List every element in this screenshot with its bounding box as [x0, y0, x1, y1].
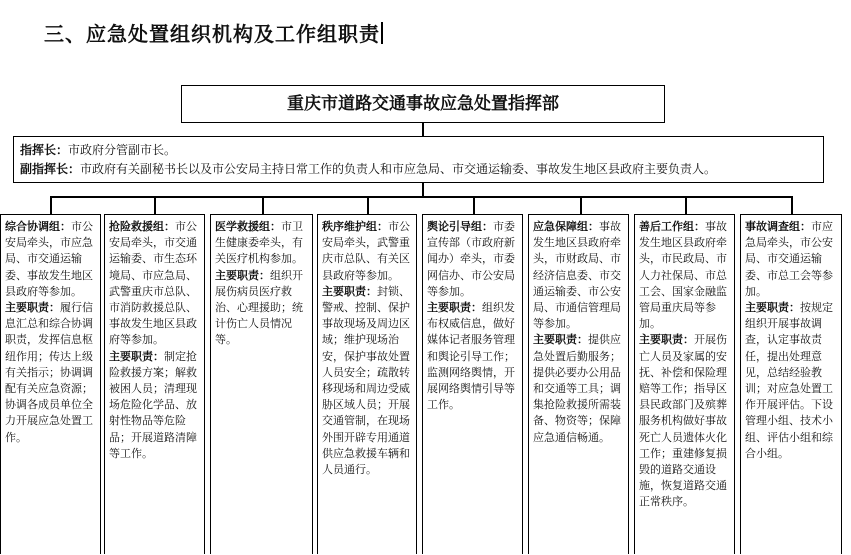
group-lead-paragraph — [109, 219, 201, 349]
group-duty: 按规定组织开展事故调查，认定事故责任，提出处理意见，总结经验教训；对应急处置工作开展评估。下设管理小组、技术小组、评估小组和综合小组。 — [745, 301, 833, 460]
connector-drop-2 — [154, 196, 156, 214]
text-cursor — [381, 22, 383, 44]
group-duty-label: 主要职责： — [745, 301, 800, 315]
group-duty-label: 主要职责： — [322, 284, 377, 298]
group-duty-paragraph — [322, 284, 413, 478]
group-box-accident-investigation — [740, 214, 842, 554]
group-name: 舆论引导组： — [427, 220, 493, 233]
leaders-box — [13, 136, 824, 183]
group-lead-paragraph — [322, 219, 413, 284]
group-lead-paragraph — [533, 219, 625, 332]
deputy-row — [20, 160, 817, 179]
deputy-text: 市政府有关副秘书长以及市公安局主持日常工作的负责人和市应急局、市交通运输委、事故发生地区县政府主要负责人。 — [80, 162, 717, 176]
group-lead: 市公安局牵头，市交通运输委、市生态环境局、市应急局、武警重庆市总队、市消防救援总队、事故发生地区县政府等参加。 — [109, 220, 197, 347]
commander-label: 指挥长： — [20, 143, 69, 157]
group-duty-paragraph — [745, 300, 838, 462]
group-duty-paragraph — [215, 268, 309, 349]
connector-drop-4 — [367, 196, 369, 214]
group-lead-paragraph — [745, 219, 838, 300]
connector-drop-5 — [473, 196, 475, 214]
connector-drop-6 — [580, 196, 582, 214]
group-box-aftermath — [634, 214, 735, 554]
group-name: 秩序维护组： — [322, 220, 388, 233]
group-duty: 组织开展伤病员医疗救治、心理援助；统计伤亡人员情况等。 — [215, 268, 303, 347]
group-duty-paragraph — [5, 300, 97, 446]
connector-top-to-leaders — [422, 123, 424, 136]
group-duty: 提供应急处置后勤服务；提供必要办公用品和交通等工具；调集抢险救援所需装备、物资等；保障应急通信畅通。 — [533, 333, 621, 444]
commander-row — [20, 141, 817, 160]
group-duty: 组织发布权威信息，做好媒体记者服务管理和舆论引导工作；监测网络舆情，开展网络舆情引导等工作。 — [427, 301, 515, 412]
group-duty: 开展伤亡人员及家属的安抚、补偿和保险理赔等工作；指导区县民政部门及殡葬服务机构做好事故死亡人员遗体火化工作；重建修复损毁的道路交通设施，恢复道路交通正常秩序。 — [639, 333, 727, 509]
connector-drop-1 — [50, 196, 52, 214]
group-duty-label: 主要职责： — [215, 268, 270, 282]
group-duty: 制定抢险救援方案；解救被困人员；清理现场危险化学品、放射性物品等危险品；开展道路清障等工作。 — [109, 349, 197, 460]
group-name: 善后工作组： — [639, 220, 705, 233]
group-duty-label: 主要职责： — [427, 301, 482, 315]
group-lead: 市卫生健康委牵头，有关医疗机构参加。 — [215, 220, 303, 266]
group-lead: 市公安局牵头，武警重庆市总队、有关区县政府等参加。 — [322, 220, 410, 282]
group-lead-paragraph — [639, 219, 731, 332]
section-heading — [44, 18, 383, 47]
group-duty: 履行信息汇总和综合协调职责，发挥信息枢纽作用；传达上级有关指示；协调调配有关应急资源；协调各成员单位全力开展应急处置工作。 — [5, 301, 93, 444]
group-box-public-opinion — [422, 214, 523, 554]
deputy-label: 副指挥长： — [20, 162, 81, 176]
group-lead: 事故发生地区县政府牵头，市财政局、市经济信息委、市交通运输委、市公安局、市通信管理局等参加。 — [533, 220, 621, 331]
group-duty-paragraph — [109, 349, 201, 462]
group-duty-label: 主要职责： — [5, 301, 60, 315]
command-center-box: 重庆市道路交通事故应急处置指挥部 — [181, 85, 665, 123]
group-box-order-maintenance — [317, 214, 417, 554]
section-heading-text: 三、应急处置组织机构及工作组职责 — [44, 22, 380, 46]
group-name: 应急保障组： — [533, 220, 599, 233]
group-lead-paragraph — [427, 219, 519, 300]
group-name: 综合协调组： — [5, 220, 71, 233]
connector-drop-7 — [685, 196, 687, 214]
group-box-comprehensive-coordination — [0, 214, 101, 554]
group-box-rescue — [104, 214, 205, 554]
group-duty-paragraph — [427, 300, 519, 413]
group-duty-label: 主要职责： — [639, 333, 694, 347]
group-lead: 市应急局牵头，市公安局、市交通运输委、市总工会等参加。 — [745, 220, 833, 298]
group-duty-paragraph — [533, 332, 625, 445]
group-duty-paragraph — [639, 332, 731, 510]
group-box-emergency-support — [528, 214, 629, 554]
group-duty: 封锁、警戒、控制、保护事故现场及周边区域；维护现场治安，保护事故处置人员安全；疏散转移现场和周边受威胁区域人员；开展交通管制，在现场外围开辟专用通道供应急救援车辆和人员通行。 — [322, 284, 410, 477]
connector-drop-8 — [791, 196, 793, 214]
group-lead-paragraph — [5, 219, 97, 300]
group-lead: 市委宣传部（市政府新闻办）牵头，市委网信办、市公安局等参加。 — [427, 220, 515, 298]
group-lead: 事故发生地区县政府牵头，市民政局、市人力社保局、市总工会、国家金融监管局重庆局等参加。 — [639, 220, 727, 331]
connector-leaders-to-bus — [422, 183, 424, 197]
group-lead: 市公安局牵头，市应急局、市交通运输委、事故发生地区县政府等参加。 — [5, 220, 93, 298]
group-lead-paragraph — [215, 219, 309, 268]
group-box-medical-rescue — [210, 214, 313, 554]
group-name: 抢险救援组： — [109, 220, 175, 233]
group-name: 事故调查组： — [745, 220, 811, 233]
connector-drop-3 — [262, 196, 264, 214]
commander-text: 市政府分管副市长。 — [68, 143, 177, 157]
group-duty-label: 主要职责： — [109, 349, 164, 363]
group-duty-label: 主要职责： — [533, 333, 588, 347]
group-name: 医学救援组： — [215, 220, 281, 233]
connector-horizontal-bus — [50, 196, 791, 198]
